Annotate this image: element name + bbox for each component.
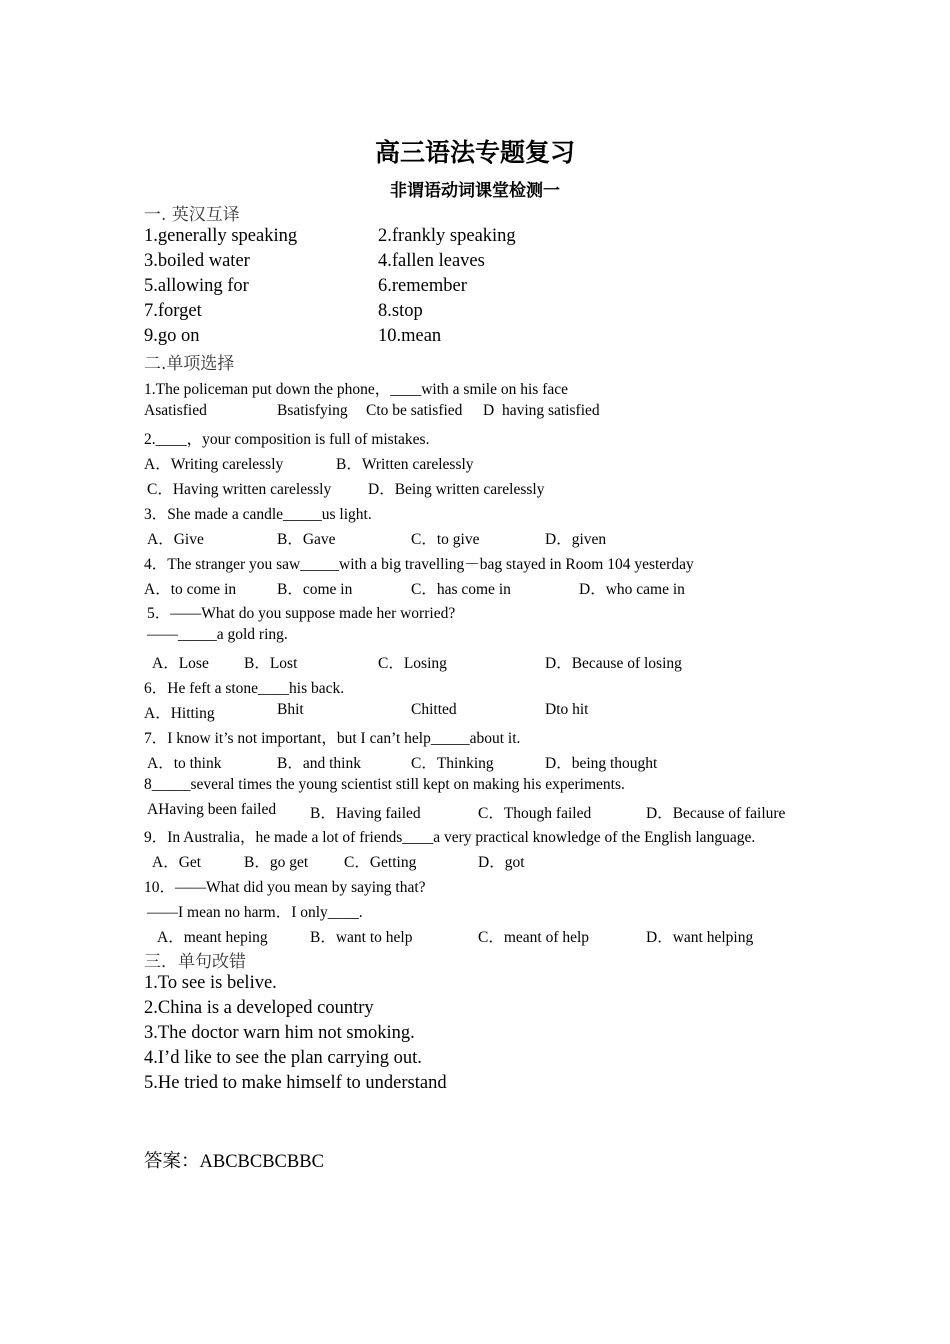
- answer-key: 答案：ABCBCBCBBC: [144, 1152, 324, 1172]
- section1-heading: 一. 英汉互译: [144, 205, 240, 225]
- option: Dto hit: [545, 701, 589, 718]
- page-subtitle: 非谓语动词课堂检测一: [390, 181, 560, 201]
- option: A．Get: [152, 854, 202, 871]
- option: B．Written carelessly: [336, 456, 474, 473]
- vocab-item: 6.remember: [378, 276, 467, 296]
- option: Cto be satisfied: [366, 402, 463, 419]
- question-3: 3．She made a candle_____us light.: [144, 506, 372, 523]
- option: AHaving been failed: [147, 801, 277, 818]
- option: D．Because of losing: [545, 655, 682, 672]
- option: C．Getting: [344, 854, 417, 871]
- option: Chitted: [411, 701, 457, 718]
- correction-item: 4.I’d like to see the plan carrying out.: [144, 1048, 422, 1068]
- option: C．has come in: [411, 581, 511, 598]
- option: D．Because of failure: [646, 805, 786, 822]
- option: B．Gave: [277, 531, 336, 548]
- question-2: 2.____，your composition is full of mistakes.: [144, 431, 430, 448]
- option: D．given: [545, 531, 607, 548]
- option: A．Hitting: [144, 705, 215, 722]
- question-4: 4．The stranger you saw_____with a big travelling－bag stayed in Room 104 yesterday: [144, 556, 694, 573]
- correction-item: 3.The doctor warn him not smoking.: [144, 1023, 415, 1043]
- correction-item: 1.To see is belive.: [144, 973, 277, 993]
- option: Asatisfied: [144, 402, 207, 419]
- option: A．Lose: [152, 655, 209, 672]
- option: B．and think: [277, 755, 361, 772]
- section2-heading: 二.单项选择: [144, 354, 235, 374]
- section3-heading: 三．单句改错: [144, 952, 246, 972]
- question-10: 10．——What did you mean by saying that?: [144, 879, 426, 896]
- question-6: 6．He feft a stone____his back.: [144, 680, 345, 697]
- vocab-item: 3.boiled water: [144, 251, 250, 271]
- option: A．to think: [147, 755, 222, 772]
- option: D．want helping: [646, 929, 754, 946]
- option: C．Thinking: [411, 755, 494, 772]
- vocab-item: 2.frankly speaking: [378, 226, 516, 246]
- option: A．to come in: [144, 581, 237, 598]
- option: D having satisfied: [483, 402, 600, 419]
- option: D．who came in: [579, 581, 685, 598]
- question-7: 7．I know it’s not important，but I can’t help_____about it.: [144, 730, 521, 747]
- question-8: 8_____several times the young scientist still kept on making his experiments.: [144, 776, 625, 793]
- question-1: 1.The policeman put down the phone，____with a smile on his face: [144, 381, 569, 398]
- option: A．Give: [147, 531, 204, 548]
- vocab-item: 7.forget: [144, 301, 202, 321]
- option: C．Having written carelessly: [147, 481, 332, 498]
- vocab-item: 5.allowing for: [144, 276, 249, 296]
- option: A．meant heping: [157, 929, 268, 946]
- vocab-item: 9.go on: [144, 326, 200, 346]
- option: B．Having failed: [310, 805, 421, 822]
- correction-item: 5.He tried to make himself to understand: [144, 1073, 447, 1093]
- page-title: 高三语法专题复习: [374, 138, 575, 167]
- option: C．Losing: [378, 655, 447, 672]
- option: A．Writing carelessly: [144, 456, 284, 473]
- option: C．meant of help: [478, 929, 590, 946]
- option: B．come in: [277, 581, 353, 598]
- question-9: 9．In Australia，he made a lot of friends____a very practical knowledge of the English language.: [144, 829, 756, 846]
- option: Bsatisfying: [277, 402, 348, 419]
- vocab-item: 4.fallen leaves: [378, 251, 485, 271]
- vocab-item: 10.mean: [378, 326, 442, 346]
- option: C．Though failed: [478, 805, 592, 822]
- option: C．to give: [411, 531, 480, 548]
- option: Bhit: [277, 701, 304, 718]
- question-10-answer-line: ——I mean no harm．I only____.: [147, 904, 363, 921]
- option: B．Lost: [244, 655, 298, 672]
- option: B．go get: [244, 854, 309, 871]
- option: B．want to help: [310, 929, 413, 946]
- question-5-answer-line: ——_____a gold ring.: [147, 626, 288, 643]
- vocab-item: 8.stop: [378, 301, 423, 321]
- option: D．Being written carelessly: [368, 481, 545, 498]
- correction-item: 2.China is a developed country: [144, 998, 374, 1018]
- vocab-item: 1.generally speaking: [144, 226, 298, 246]
- option: D．got: [478, 854, 525, 871]
- option: D．being thought: [545, 755, 658, 772]
- question-5: 5．——What do you suppose made her worried?: [147, 605, 456, 622]
